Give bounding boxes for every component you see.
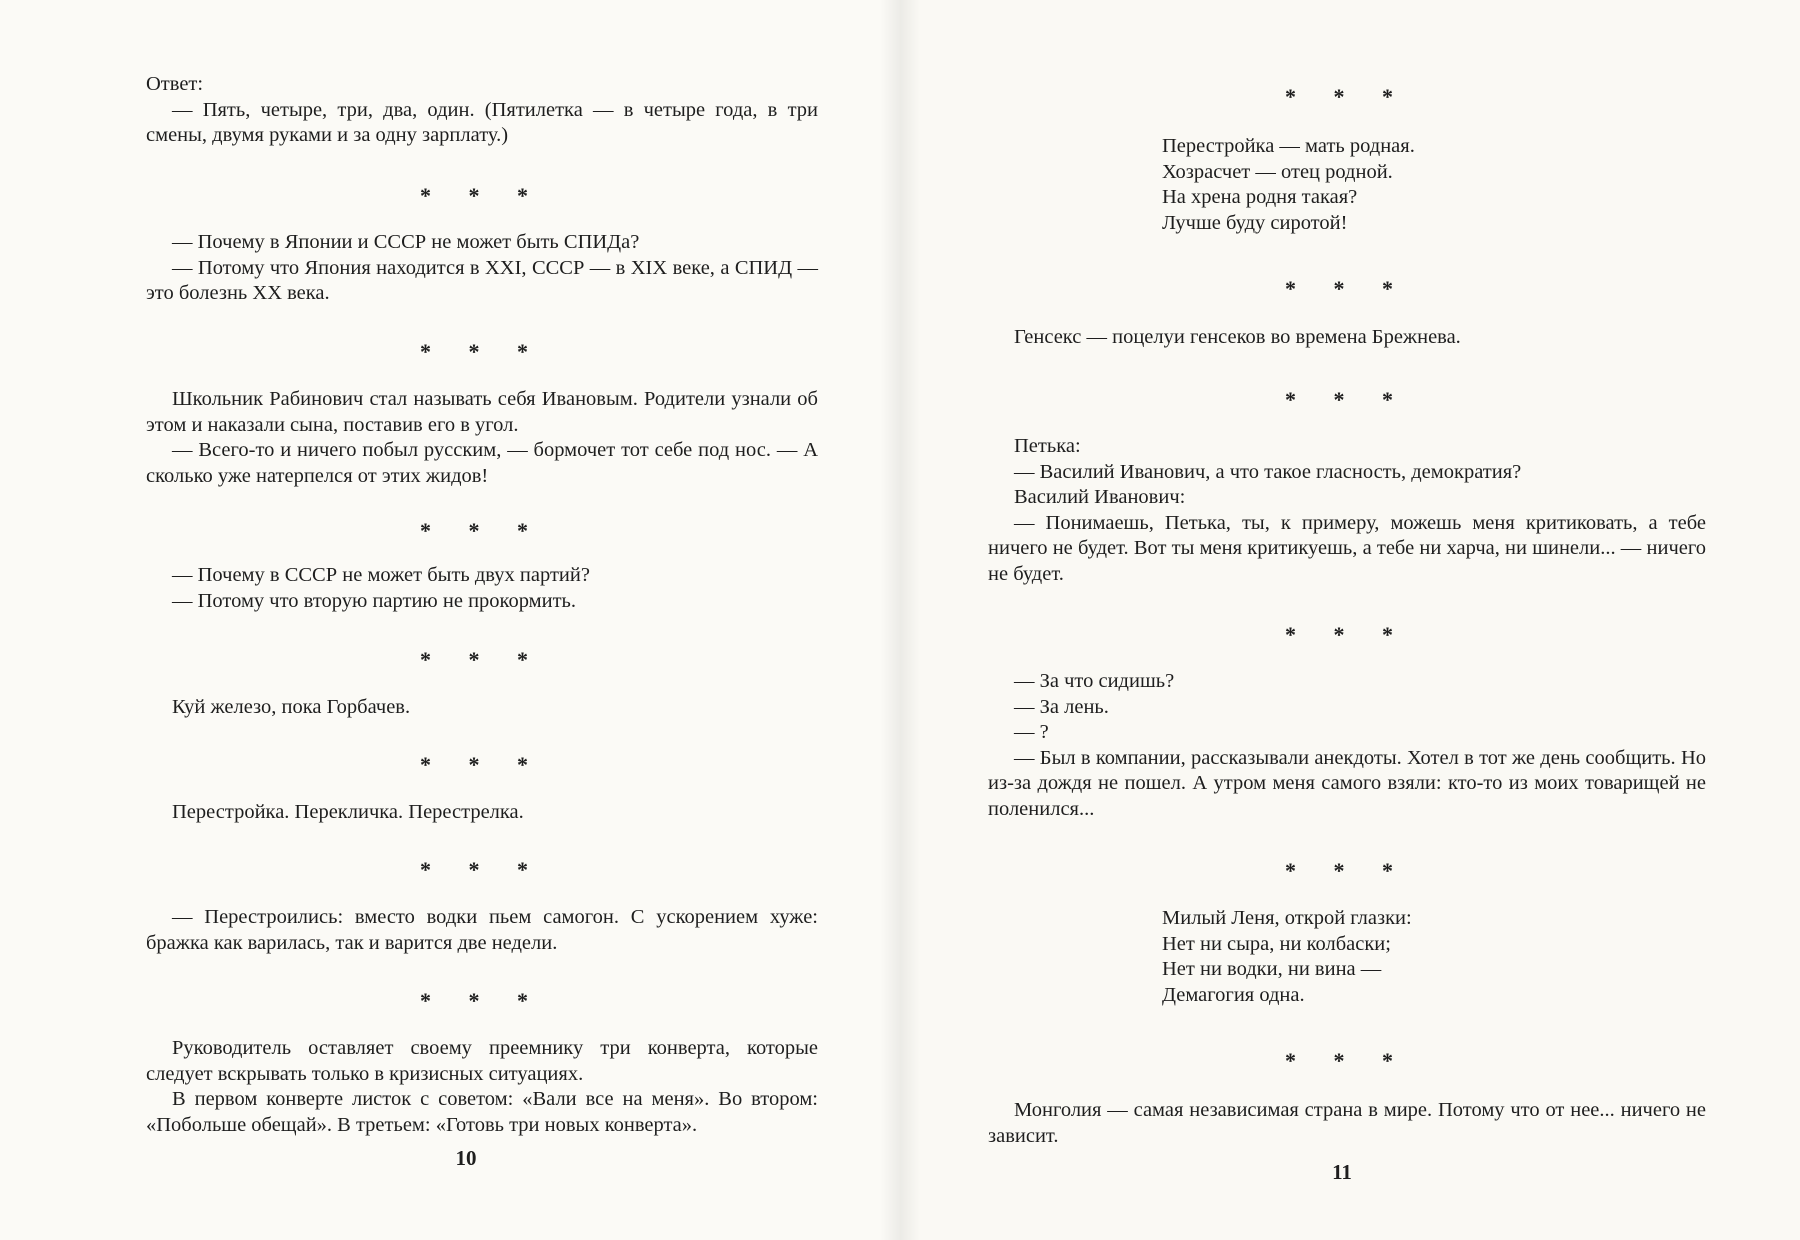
separator-stars: * * * [1285,858,1409,883]
joke-3 [146,387,818,489]
joke-8 [146,1036,818,1138]
separator-stars: * * * [420,183,544,208]
joke-1 [146,72,818,149]
joke-line: Ответ: [146,73,204,95]
separator-stars: * * * [420,857,544,882]
separator-stars: * * * [1285,276,1409,301]
joke-10 [988,434,1706,587]
joke-line: В первом конверте листок с советом: «Вали все на меня». Во втором: «Побольше обещай». В третьем: «Готовь три новых конверта». [146,1088,818,1136]
separator-stars: * * * [1285,387,1409,412]
poem-1 [1162,134,1415,236]
poem-2 [1162,906,1412,1008]
poem-line: Нет ни сыра, ни колбаски; [1162,932,1391,955]
separator-stars: * * * [420,988,544,1013]
joke-2 [146,230,818,307]
joke-line: — Перестроились: вместо водки пьем самогон. С ускорением хуже: бражка как варилась, так и варится две недели. [146,906,818,954]
joke-line: — Пять, четыре, три, два, один. (Пятилетка — в четыре года, в три смены, двумя руками и за одну зарплату.) [146,98,818,146]
separator-stars: * * * [420,339,544,364]
poem-line: На хрена родня такая? [1162,186,1358,208]
poem-line: Демагогия одна. [1162,983,1305,1006]
joke-line: — ? [1014,721,1049,743]
separator-stars: * * * [1285,622,1409,647]
joke-12 [988,1098,1706,1149]
joke-line: — За что сидишь? [1014,670,1175,692]
joke-line: Василий Иванович: [1014,486,1186,508]
joke-line: — Потому что Япония находится в XXI, СССР — в XIX веке, а СПИД — это болезнь XX века. [146,256,818,304]
joke-line: — Понимаешь, Петька, ты, к примеру, можешь меня критиковать, а тебе ничего не будет. Вот ты меня критикуешь, а тебе ни харча, ни шинели... — ничего не будет. [988,511,1706,585]
separator-stars: * * * [420,647,544,672]
joke-line: — Василий Иванович, а что такое гласность, демократия? [1014,460,1522,483]
joke-line: Генсекс — поцелуи генсеков во времена Брежнева. [1014,326,1461,348]
book-gutter [880,0,920,1240]
joke-4 [146,563,818,614]
separator-stars: * * * [420,752,544,777]
joke-line: Петька: [1014,435,1081,457]
joke-7 [146,905,818,956]
poem-line: Милый Леня, открой глазки: [1162,907,1412,929]
joke-line: Куй железо, пока Горбачев. [172,696,411,718]
page-number: 11 [1332,1160,1352,1184]
separator-stars: * * * [420,518,544,543]
joke-line: — Почему в СССР не может быть двух партий? [172,564,590,586]
poem-line: Хозрасчет — отец родной. [1162,160,1393,183]
joke-line: — Был в компании, рассказывали анекдоты. Хотел в тот же день сообщить. Но из-за дождя не пошел. А утром меня самого взяли: кто-то из моих товарищей не поленился... [988,746,1706,820]
joke-9 [988,325,1706,351]
separator-stars: * * * [1285,84,1409,109]
joke-line: Перестройка. Перекличка. Перестрелка. [172,801,524,823]
joke-line: Руководитель оставляет своему преемнику три конверта, которые следует вскрывать только в кризисных ситуациях. [146,1037,818,1085]
poem-line: Нет ни водки, ни вина — [1162,958,1382,980]
right-page [900,0,1800,1240]
poem-line: Перестройка — мать родная. [1162,135,1415,157]
page-number: 10 [455,1146,477,1170]
poem-line: Лучше буду сиротой! [1162,211,1348,234]
joke-line: — Почему в Японии и СССР не может быть СПИДа? [172,231,640,253]
joke-11 [988,669,1706,822]
joke-6 [146,800,818,826]
joke-line: Монголия — самая независимая страна в мире. Потому что от нее... ничего не зависит. [988,1099,1706,1147]
joke-line: Школьник Рабинович стал называть себя Ивановым. Родители узнали об этом и наказали сына, поставив его в угол. [146,388,818,436]
joke-line: — За лень. [1014,695,1109,718]
joke-5 [146,695,818,721]
separator-stars: * * * [1285,1048,1409,1073]
joke-line: — Потому что вторую партию не прокормить. [172,589,577,612]
joke-line: — Всего-то и ничего побыл русским, — бормочет тот себе под нос. — А сколько уже натерпелся от этих жидов! [146,439,818,487]
